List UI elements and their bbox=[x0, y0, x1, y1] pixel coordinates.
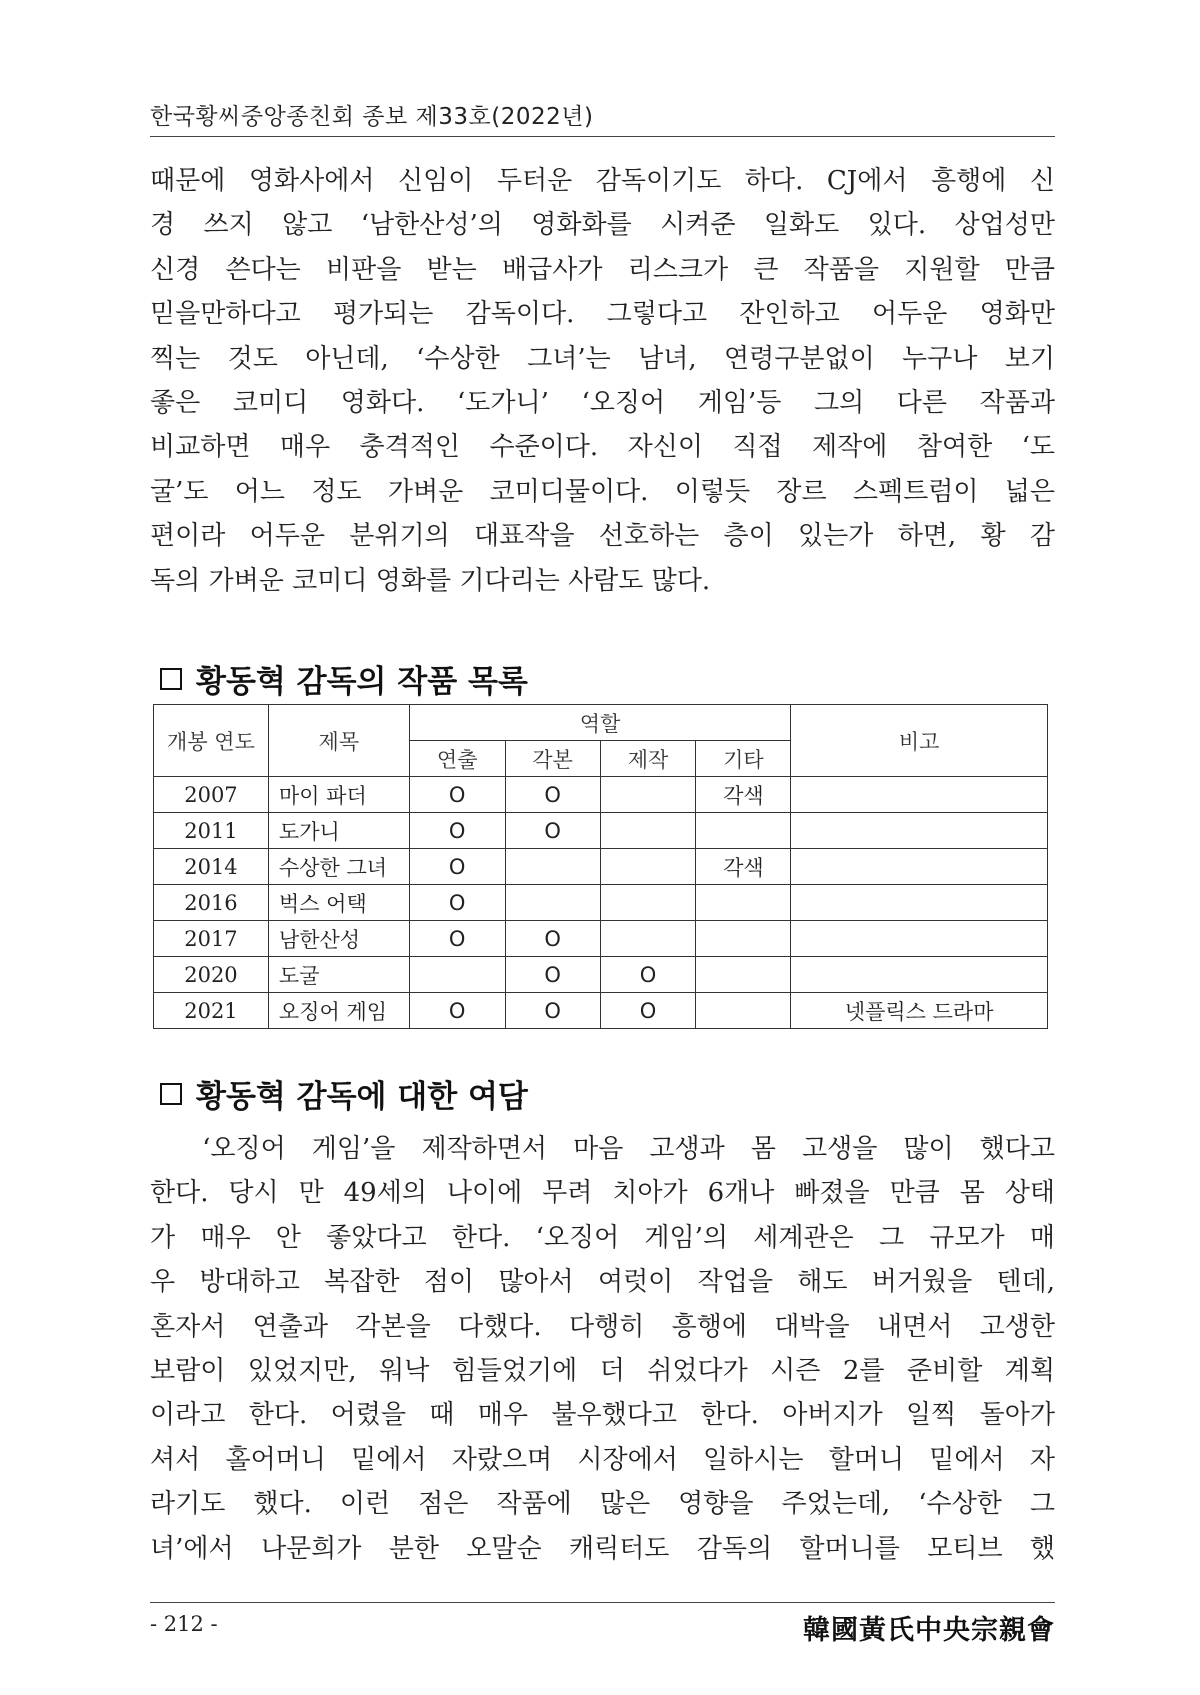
paragraph-line: 녀’에서 나문희가 분한 오말순 캐릭터도 감독의 할머니를 모티브 했 bbox=[150, 1533, 1055, 1564]
paragraph-line: ‘오징어 게임’을 제작하면서 마음 고생과 몸 고생을 많이 했다고 bbox=[150, 1134, 1055, 1164]
cell-screenplay: O bbox=[505, 957, 600, 993]
table-row bbox=[154, 957, 1048, 993]
cell-directing: O bbox=[409, 813, 505, 849]
cell-year: 2011 bbox=[154, 813, 269, 849]
works-table bbox=[153, 704, 1048, 1029]
cell-remarks bbox=[791, 813, 1048, 849]
paragraph-line: 한다. 당시 만 49세의 나이에 무려 치아가 6개나 빠졌을 만큼 몸 상태 bbox=[150, 1178, 1055, 1209]
table-row bbox=[154, 849, 1048, 885]
header-screenplay: 각본 bbox=[505, 741, 600, 777]
cell-title: 수상한 그녀 bbox=[268, 849, 409, 885]
cell-year: 2007 bbox=[154, 777, 269, 813]
cell-remarks bbox=[791, 777, 1048, 813]
section-heading-text: 황동혁 감독의 작품 목록 bbox=[196, 664, 528, 700]
cell-production: O bbox=[600, 993, 696, 1029]
paragraph-line: 독의 가벼운 코미디 영화를 기다리는 사람도 많다. bbox=[150, 565, 711, 596]
cell-directing: O bbox=[409, 993, 505, 1029]
paragraph-line: 때문에 영화사에서 신임이 두터운 감독이기도 하다. CJ에서 흥행에 신 bbox=[150, 166, 1055, 196]
cell-remarks: 넷플릭스 드라마 bbox=[791, 993, 1048, 1029]
cell-remarks bbox=[791, 885, 1048, 921]
cell-other bbox=[696, 993, 791, 1029]
paragraph-line: 믿을만하다고 평가되는 감독이다. 그렇다고 잔인하고 어두운 영화만 bbox=[150, 299, 1055, 330]
cell-title: 벅스 어택 bbox=[268, 885, 409, 921]
cell-screenplay: O bbox=[505, 921, 600, 957]
cell-screenplay bbox=[505, 849, 600, 885]
cell-production bbox=[600, 849, 696, 885]
cell-year: 2016 bbox=[154, 885, 269, 921]
cell-remarks bbox=[791, 849, 1048, 885]
paragraph-line: 편이라 어두운 분위기의 대표작을 선호하는 층이 있는가 하면, 황 감 bbox=[150, 521, 1055, 552]
table-row bbox=[154, 885, 1048, 921]
cell-title: 오징어 게임 bbox=[268, 993, 409, 1029]
cell-screenplay: O bbox=[505, 813, 600, 849]
checkbox-square-icon bbox=[160, 1083, 182, 1105]
header-year: 개봉 연도 bbox=[154, 705, 269, 777]
cell-production bbox=[600, 813, 696, 849]
header-remarks: 비고 bbox=[791, 705, 1048, 777]
paragraph-line: 찍는 것도 아닌데, ‘수상한 그녀’는 남녀, 연령구분없이 누구나 보기 bbox=[150, 343, 1055, 374]
cell-title: 남한산성 bbox=[268, 921, 409, 957]
cell-production: O bbox=[600, 957, 696, 993]
cell-directing: O bbox=[409, 849, 505, 885]
header-other: 기타 bbox=[696, 741, 791, 777]
table-row bbox=[154, 813, 1048, 849]
cell-other: 각색 bbox=[696, 777, 791, 813]
cell-title: 도굴 bbox=[268, 957, 409, 993]
checkbox-square-icon bbox=[160, 668, 182, 690]
paragraph-line: 좋은 코미디 영화다. ‘도가니’ ‘오징어 게임’등 그의 다른 작품과 bbox=[150, 387, 1055, 418]
cell-production bbox=[600, 921, 696, 957]
section-heading-text: 황동혁 감독에 대한 여담 bbox=[196, 1079, 528, 1115]
intro-paragraph bbox=[150, 159, 1055, 603]
table-row bbox=[154, 777, 1048, 813]
cell-other bbox=[696, 921, 791, 957]
cell-directing: O bbox=[409, 777, 505, 813]
header-divider bbox=[150, 136, 1055, 137]
cell-remarks bbox=[791, 957, 1048, 993]
paragraph-line: 셔서 홀어머니 밑에서 자랐으며 시장에서 일하시는 할머니 밑에서 자 bbox=[150, 1444, 1055, 1475]
cell-remarks bbox=[791, 921, 1048, 957]
cell-directing: O bbox=[409, 921, 505, 957]
cell-screenplay: O bbox=[505, 777, 600, 813]
cell-directing bbox=[409, 957, 505, 993]
paragraph-line: 보람이 있었지만, 워낙 힘들었기에 더 쉬었다가 시즌 2를 준비할 계획 bbox=[150, 1355, 1055, 1386]
association-logo: 韓國黃氏中央宗親會 bbox=[803, 1615, 1055, 1646]
cell-screenplay bbox=[505, 885, 600, 921]
cell-production bbox=[600, 777, 696, 813]
cell-title: 마이 파더 bbox=[268, 777, 409, 813]
paragraph-line: 혼자서 연출과 각본을 다했다. 다행히 흥행에 대박을 내면서 고생한 bbox=[150, 1311, 1055, 1342]
cell-other bbox=[696, 813, 791, 849]
page-number: - 212 - bbox=[150, 1612, 218, 1636]
cell-year: 2017 bbox=[154, 921, 269, 957]
cell-directing: O bbox=[409, 885, 505, 921]
cell-year: 2014 bbox=[154, 849, 269, 885]
header-production: 제작 bbox=[600, 741, 696, 777]
section-heading-anecdotes bbox=[160, 1071, 528, 1116]
cell-other bbox=[696, 885, 791, 921]
paragraph-line: 우 방대하고 복잡한 점이 많아서 여럿이 작업을 해도 버거웠을 텐데, bbox=[150, 1267, 1055, 1298]
footer-divider bbox=[150, 1602, 1055, 1603]
cell-other: 각색 bbox=[696, 849, 791, 885]
header-directing: 연출 bbox=[409, 741, 505, 777]
paragraph-line: 이라고 한다. 어렸을 때 매우 불우했다고 한다. 아버지가 일찍 돌아가 bbox=[150, 1400, 1055, 1431]
cell-year: 2021 bbox=[154, 993, 269, 1029]
table-row bbox=[154, 993, 1048, 1029]
running-header: 한국황씨중앙종친회 종보 제33호(2022년) bbox=[150, 104, 594, 130]
header-title: 제목 bbox=[268, 705, 409, 777]
paragraph-line: 신경 쓴다는 비판을 받는 배급사가 리스크가 큰 작품을 지원할 만큼 bbox=[150, 254, 1055, 285]
header-role: 역할 bbox=[409, 705, 791, 741]
anecdote-paragraph bbox=[150, 1127, 1055, 1571]
paragraph-line: 굴’도 어느 정도 가벼운 코미디물이다. 이렇듯 장르 스펙트럼이 넓은 bbox=[150, 476, 1055, 507]
cell-title: 도가니 bbox=[268, 813, 409, 849]
paragraph-line: 경 쓰지 않고 ‘남한산성’의 영화화를 시켜준 일화도 있다. 상업성만 bbox=[150, 210, 1055, 241]
paragraph-line: 가 매우 안 좋았다고 한다. ‘오징어 게임’의 세계관은 그 규모가 매 bbox=[150, 1222, 1055, 1253]
section-heading-works bbox=[160, 656, 528, 701]
cell-production bbox=[600, 885, 696, 921]
paragraph-line: 라기도 했다. 이런 점은 작품에 많은 영향을 주었는데, ‘수상한 그 bbox=[150, 1489, 1055, 1520]
cell-screenplay: O bbox=[505, 993, 600, 1029]
paragraph-line: 비교하면 매우 충격적인 수준이다. 자신이 직접 제작에 참여한 ‘도 bbox=[150, 432, 1055, 463]
cell-year: 2020 bbox=[154, 957, 269, 993]
table-row bbox=[154, 921, 1048, 957]
cell-other bbox=[696, 957, 791, 993]
